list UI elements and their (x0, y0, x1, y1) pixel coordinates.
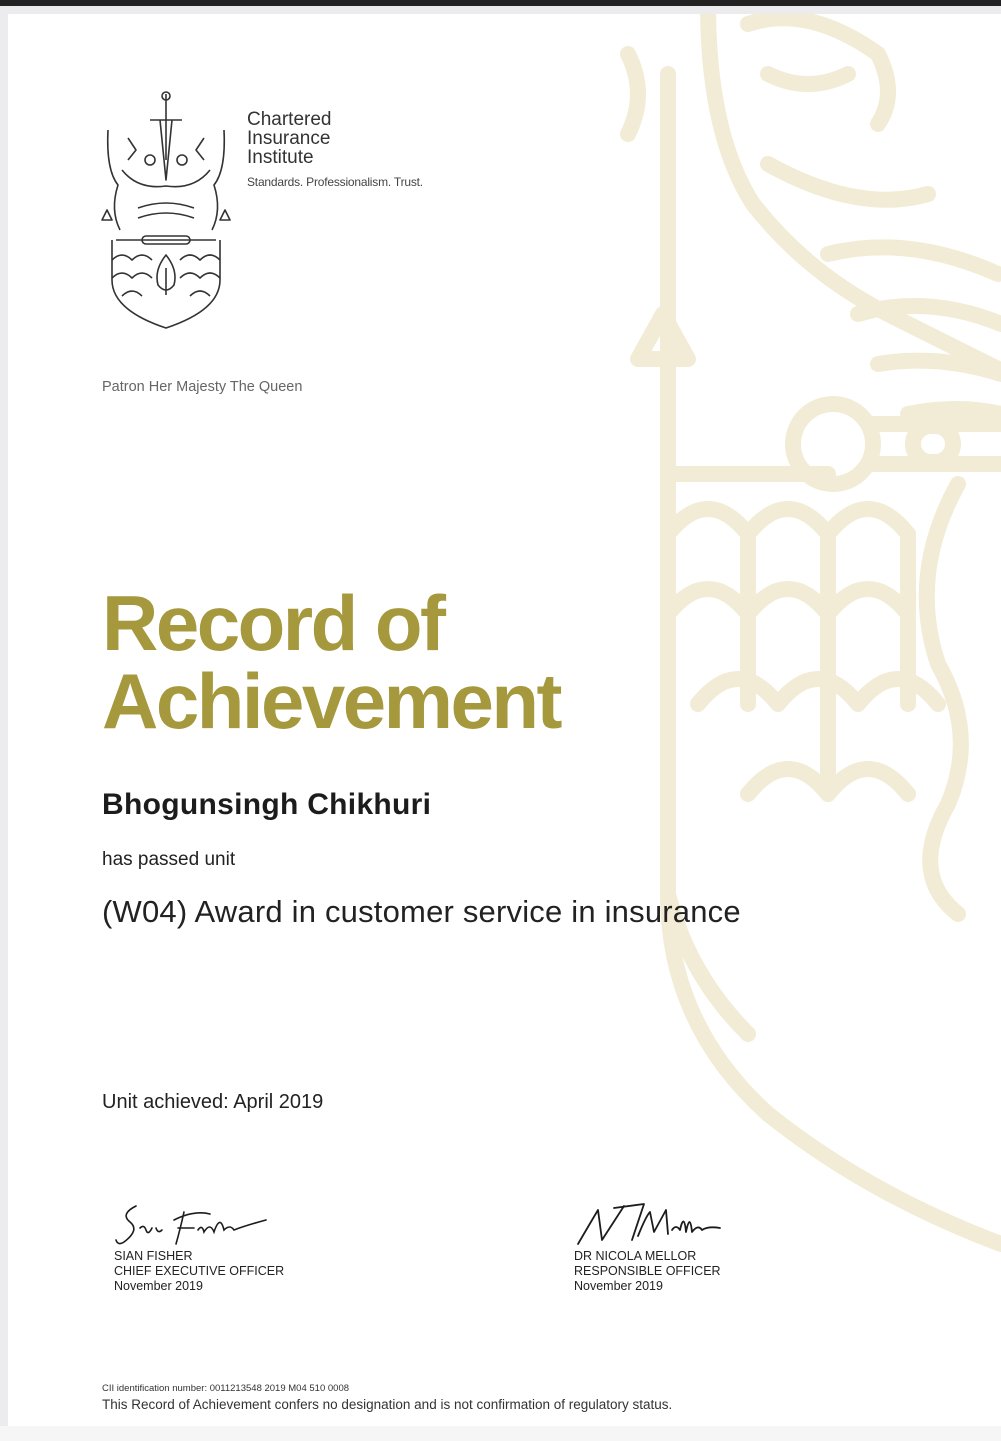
top-frame-bar (0, 0, 1001, 6)
signatory-role: CHIEF EXECUTIVE OFFICER (114, 1264, 285, 1278)
signatory-name: DR NICOLA MELLOR (574, 1249, 697, 1263)
achieved-date: Unit achieved: April 2019 (102, 1091, 324, 1113)
signatory-block (574, 1249, 721, 1294)
unit-name: (W04) Award in customer service in insurance (102, 894, 741, 929)
signature-nicola-mellor-icon (574, 1200, 734, 1248)
disclaimer-text: This Record of Achievement confers no designation and is not confirmation of regulatory status. (102, 1397, 673, 1412)
brand-name-line: Chartered (247, 109, 332, 130)
brand-name-line: Insurance (247, 128, 331, 149)
recipient-name: Bhogunsingh Chikhuri (102, 788, 432, 821)
certificate-sheet (8, 14, 1001, 1426)
certificate-title-line: Achievement (102, 657, 561, 745)
cii-crest-logo-icon (98, 90, 248, 330)
brand-name-line: Institute (247, 147, 314, 168)
signatory-name: SIAN FISHER (114, 1249, 193, 1263)
signatory-date: November 2019 (574, 1279, 663, 1293)
identification-number: CII identification number: 00112135​48 2019 M04 510 0008 (102, 1383, 350, 1394)
signature-sian-fisher-icon (114, 1200, 274, 1248)
certificate-title-line: Record of (102, 579, 444, 667)
passed-text: has passed unit (102, 849, 236, 870)
signatory-role: RESPONSIBLE OFFICER (574, 1264, 721, 1278)
patron-text: Patron Her Majesty The Queen (102, 379, 303, 395)
brand-tagline: Standards. Professionalism. Trust. (247, 175, 423, 189)
bottom-frame-strip (0, 1426, 1001, 1441)
signatory-block (114, 1249, 284, 1294)
signatory-date: November 2019 (114, 1279, 203, 1293)
